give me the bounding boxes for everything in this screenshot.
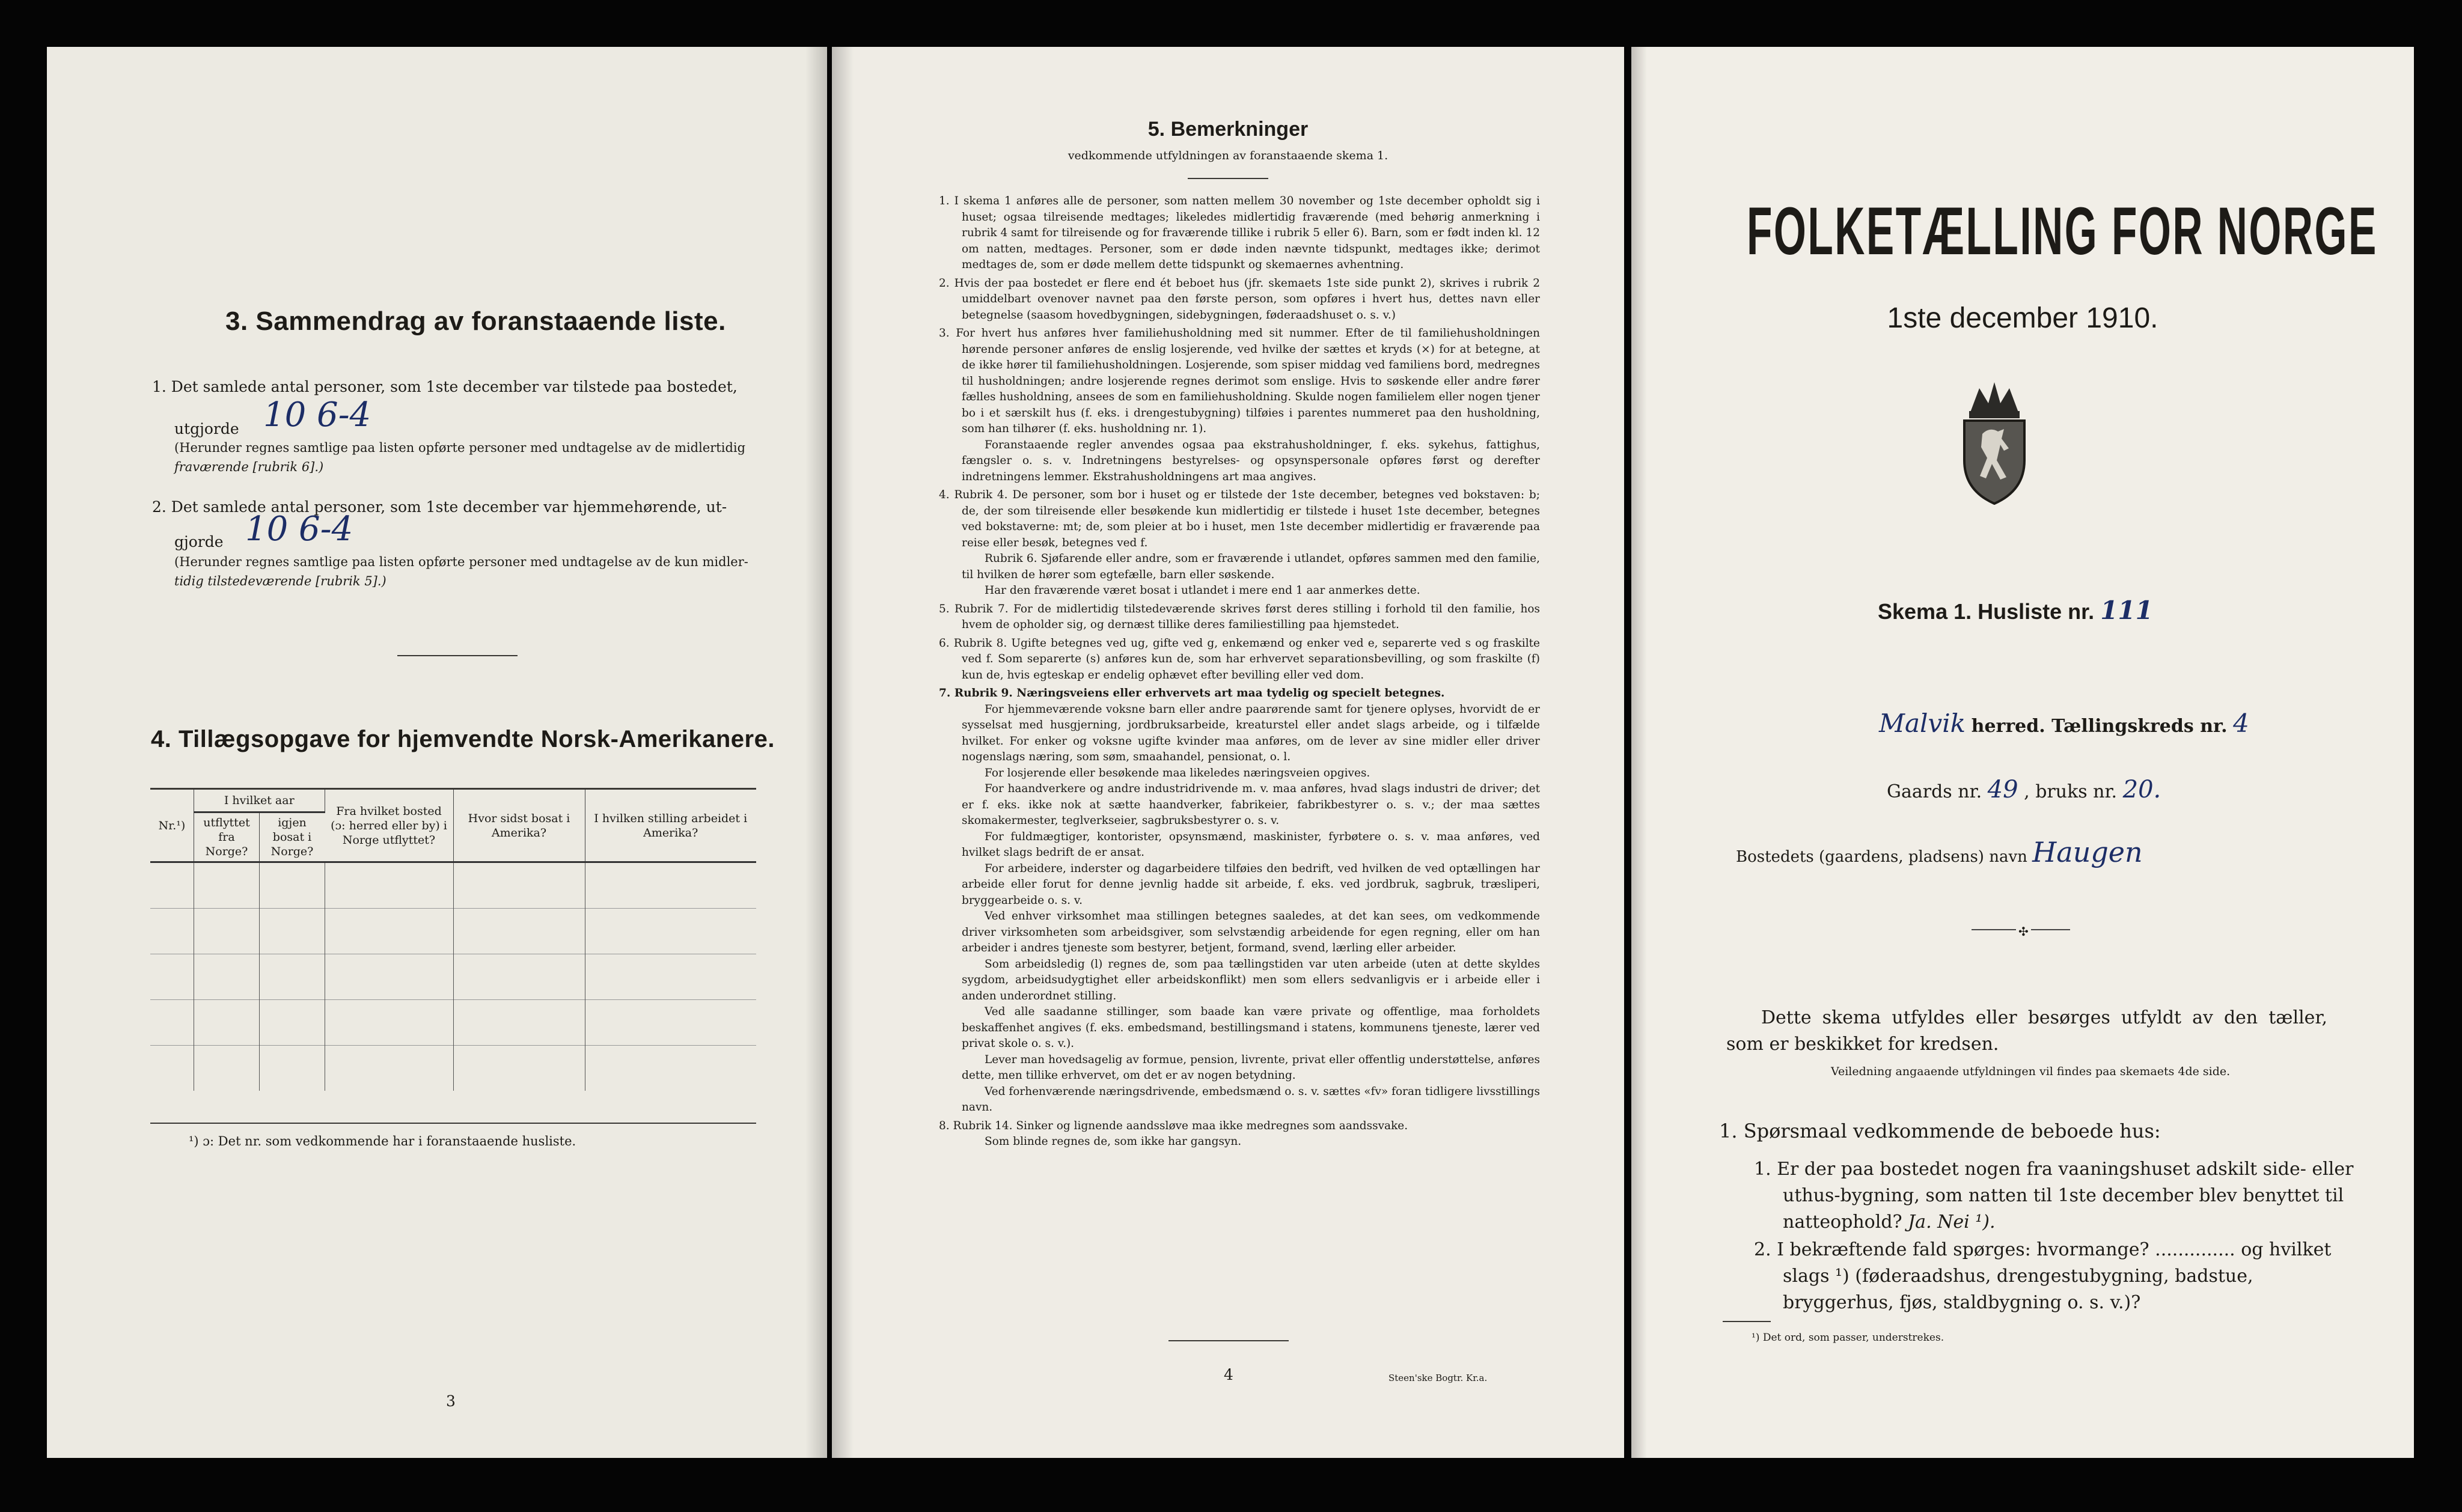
question-2: 2. I bekræftende fald spørges: hvormange? .............. og hvilket slags ¹) (føderaadshus, drengestubygning, badstue, bryggerhus, fjøs, staldbygning o. s. v.)?	[1754, 1239, 2332, 1313]
census-date: 1ste december 1910.	[1887, 302, 2158, 334]
col-stilling-header: I hvilken stilling arbeidet i Amerika?	[594, 811, 748, 840]
ornament-divider: ✣	[1972, 921, 2070, 939]
item2-note-line2: tidig tilstedeværende [rubrik 5].)	[174, 574, 386, 588]
remark-paragraph: 1. I skema 1 anføres alle de personer, som natten mellem 30 november og 1ste december opholdt sig i huset; ogsaa tilreisende medtages; likeledes midlertidig fraværende (med behørig anmerkning i rubrik 4 samt for tilreisende og for fraværende tillike i rubrik 5 eller 6). Barn, som er født inden kl. 12 om natten, medtages. Personer, som er døde inden nævnte tidspunkt, medtages ikke; derimot medtages de, som er døde mellem dette tidspunkt og skemaernes avhentning.	[939, 195, 1540, 271]
bosted-name: Haugen	[2032, 836, 2143, 868]
item1-text: 1. Det samlede antal personer, som 1ste december var tilstede paa bostedet,	[152, 378, 738, 395]
remark-paragraph: Som blinde regnes de, som ikke har gangsyn.	[985, 1135, 1242, 1148]
question-1-text: 1. Er der paa bostedet nogen fra vaaningshuset adskilt side- eller uthus-bygning, som natten til 1ste december blev benyttet til natteophold?	[1754, 1159, 2354, 1233]
col-group-header: I hvilket aar	[194, 790, 325, 812]
remark-paragraph: 7. Rubrik 9. Næringsveiens eller erhvervets art maa tydelig og specielt betegnes.	[939, 687, 1445, 700]
page-footnote: ¹) Det ord, som passer, understrekes.	[1752, 1332, 1944, 1344]
question-1	[1754, 1156, 2360, 1236]
remark-paragraph: Rubrik 6. Sjøfarende eller andre, som er fraværende i utlandet, opføres sammen med den familie, til hvilken de hører som egtefælle, barn eller søskende.	[962, 552, 1540, 581]
husliste-number: 111	[2100, 596, 2153, 625]
col-fra-header: Fra hvilket bosted (ɔ: herred eller by) i Norge utflyttet?	[325, 790, 453, 862]
bruks-number: 20.	[2122, 776, 2161, 803]
norsk-amerikanere-table	[150, 790, 756, 1091]
gaards-label: Gaards nr.	[1887, 781, 1982, 802]
remark-paragraph: 8. Rubrik 14. Sinker og lignende aandssløve maa ikke medregnes som aandssvake.	[939, 1119, 1408, 1132]
norway-coat-of-arms-icon	[1946, 376, 2042, 508]
remarks-title: 5. Bemerkninger	[1147, 118, 1309, 141]
item2-note-line1: (Herunder regnes samtlige paa listen opførte personer med undtagelse av de kun midler-	[174, 555, 748, 569]
herred-handwritten: Malvik	[1879, 709, 1966, 738]
remark-paragraph: For haandverkere og andre industridrivende m. v. maa anføres, hvad slags industri de driver; det er f. eks. ikke nok at sætte haandverker, fabrikeier, fabrikbestyrer o. s. v.; der maa sættes skomakermester, teglverkseier, sagbruksbestyrer o. s. v.	[962, 782, 1540, 827]
item2-handwritten-value: 10 6-4	[245, 510, 353, 549]
divider	[397, 655, 518, 656]
remarks-subtitle: vedkommende utfyldningen av foranstaaende skema 1.	[1068, 149, 1388, 162]
item1-prefix: utgjorde	[174, 420, 239, 437]
table-row	[150, 1000, 756, 1046]
remark-paragraph: For losjerende eller besøkende maa likeledes næringsveien opgives.	[985, 766, 1370, 779]
remark-paragraph: For hjemmeværende voksne barn eller andre paarørende samt for tjenere oplyses, hvorvidt de er sysselsat med husgjerning, jordbruksarbeide, kreaturstel eller andet slags arbeide, og i tilfælde hvilket. For enker og voksne ugifte kvinder maa anføres, om de lever av sine midler eller driver nogenslags næring, som søm, smaahandel, pensionat, o. l.	[962, 703, 1540, 763]
table-bottom-rule	[150, 1123, 756, 1124]
remark-paragraph: Ved alle saadanne stillinger, som baade kan være private og offentlige, maa forholdets beskaffenhet angives (f. eks. embedsmand, bestillingsmand i statens, kommunens tjeneste, lærer ved privat skole o. s. v.).	[962, 1005, 1540, 1050]
remark-paragraph: 3. For hvert hus anføres hver familiehusholdning med sit nummer. Efter de til familiehusholdningen hørende personer anføres de enslig losjerende, ved hvilke der sættes et kryds (×) for at betegne, at de ikke hører til familiehusholdningen. Losjerende, som spiser middag ved familiens bord, medregnes til husholdningen; andre losjerende regnes derimot som enslige. Hvis to søskende eller andre fører fælles husholdning, ansees de som en familiehusholdning. Skulde nogen familielem eller nogen tjener bo i et særskilt hus (f. eks. i drengestubygning) tilføies i parentes nummeret paa den husholdning, som han tilhører (f. eks. husholdning nr. 1).	[939, 327, 1540, 435]
remark-paragraph: 5. Rubrik 7. For de midlertidig tilstedeværende skrives først deres stilling i forhold til den familie, hos hvem de opholder sig, og dernæst tillike deres familiestilling paa hjemstedet.	[939, 602, 1540, 631]
table-row	[150, 954, 756, 1000]
table-row	[150, 862, 756, 909]
table-row	[150, 1046, 756, 1091]
kreds-number: 4	[2233, 709, 2249, 738]
divider	[1168, 1340, 1289, 1341]
table-footnote: ¹) ɔ: Det nr. som vedkommende har i foranstaaende husliste.	[189, 1134, 576, 1148]
herred-label: herred. Tællingskreds nr.	[1971, 716, 2228, 737]
page-number: 4	[1224, 1366, 1233, 1383]
table-row	[150, 909, 756, 954]
bruks-label: , bruks nr.	[2024, 781, 2118, 802]
remark-paragraph: Som arbeidsledig (l) regnes de, som paa tællingstiden var uten arbeide (uten at dette skyldes sygdom, arbeidsudygtighet eller arbeidskonflikt) men som ellers sedvanligvis er i arbeide eller i anden underordnet stilling.	[962, 957, 1540, 1002]
question-title: 1. Spørsmaal vedkommende de beboede hus:	[1719, 1120, 2161, 1142]
remark-paragraph: Lever man hovedsagelig av formue, pension, livrente, privat eller offentlig understøttelse, anføres dette, men tillike erhvervet, om det er av nogen betydning.	[962, 1053, 1540, 1082]
footnote-rule	[1723, 1321, 1771, 1322]
page-gutter-shadow	[1631, 47, 1647, 1458]
right-page	[1631, 47, 2414, 1458]
intro-guidance: Veiledning angaaende utfyldningen vil findes paa skemaets 4de side.	[1831, 1065, 2231, 1078]
remark-paragraph: Har den fraværende været bosat i utlandet i mere end 1 aar anmerkes dette.	[985, 584, 1420, 597]
left-page	[47, 47, 827, 1458]
remark-paragraph: Ved forhenværende næringsdrivende, embedsmænd o. s. v. sættes «fv» foran tidligere livsstillings navn.	[962, 1085, 1540, 1114]
main-title: FOLKETÆLLING FOR NORGE	[1747, 194, 2378, 269]
remark-paragraph: 6. Rubrik 8. Ugifte betegnes ved ug, gifte ved g, enkemænd og enker ved e, separerte ved s og fraskilte ved f. Som separerte (s) anføres kun de, som har erhvervet separationsbevilling, og som fraskilte (f) kun de, hvis egteskap er endelig ophævet efter bevilling eller ved dom.	[939, 636, 1540, 681]
item1-note-line1: (Herunder regnes samtlige paa listen opførte personer med undtagelse av de midlertidig	[174, 440, 746, 455]
skema-label: Skema 1. Husliste nr.	[1878, 599, 2095, 624]
bosted-label: Bostedets (gaardens, pladsens) navn	[1736, 848, 2027, 866]
page-number: 3	[446, 1392, 456, 1410]
remark-paragraph: For arbeidere, inderster og dagarbeidere tilføies den bedrift, ved hvilken de ved optællingen har arbeide eller forut for denne jevnlig hadde sit arbeide, f. eks. ved jordbruk, sagbruk, træsliperi, bryggearbeide o. s. v.	[962, 862, 1540, 907]
item2-text: 2. Det samlede antal personer, som 1ste december var hjemmehørende, ut-	[152, 498, 727, 516]
page-gutter-shadow	[805, 47, 827, 1458]
col-hvor-header: Hvor sidst bosat i Amerika?	[453, 790, 585, 862]
middle-page	[832, 47, 1624, 1458]
remark-paragraph: 2. Hvis der paa bostedet er flere end ét beboet hus (jfr. skemaets 1ste side punkt 2), skrives i rubrik 2 umiddelbart ovenover navnet paa den første person, som opføres i hvert hus, dettes navn eller betegnelse (saasom hovedbygningen, sidebygningen, føderaadshuset o. s. v.)	[939, 276, 1540, 322]
remark-paragraph: 4. Rubrik 4. De personer, som bor i huset og er tilstede der 1ste december, betegnes ved bokstaven: b; de, der som tilreisende eller besøkende kun midlertidig er tilstede i huset 1ste december, betegnes ved bokstaverne: mt; de, som pleier at bo i huset, men 1ste december midlertidig er fraværende paa reise eller besøk, betegnes ved f.	[939, 489, 1540, 549]
item2-prefix: gjorde	[174, 533, 224, 550]
col-nr-header: Nr.¹)	[150, 790, 194, 862]
printer-credit: Steen'ske Bogtr. Kr.a.	[1388, 1373, 1488, 1383]
question-1-answer: Ja. Nei ¹).	[1908, 1212, 1996, 1233]
gaards-number: 49	[1987, 776, 2018, 803]
remark-paragraph: Ved enhver virksomhet maa stillingen betegnes saaledes, at det kan sees, om vedkommende driver virksomheten som arbeidsgiver, som selvstændig arbeidende for egen regning, eller om han arbeider i andres tjeneste som bestyrer, betjent, formand, svend, lærling eller arbeider.	[962, 910, 1540, 954]
section4-title: 4. Tillægsopgave for hjemvendte Norsk-Amerikanere.	[151, 726, 775, 752]
remark-paragraph: Foranstaaende regler anvendes ogsaa paa ekstrahusholdninger, f. eks. sykehus, fattighus, fængsler o. s. v. Indretningens bestyrelses- og opsynspersonale opføres først og derefter indretningens lemmer. Ekstrahusholdningens art maa angives.	[962, 438, 1540, 483]
remark-paragraph: For fuldmægtiger, kontorister, opsynsmænd, maskinister, fyrbøtere o. s. v. maa anføres, ved hvilket slags bedrift de er ansat.	[962, 830, 1540, 859]
section3-title: 3. Sammendrag av foranstaaende liste.	[225, 306, 726, 336]
divider	[1188, 178, 1268, 179]
intro-text: Dette skema utfyldes eller besørges utfyldt av den tæller, som er beskikket for kredsen.	[1726, 1007, 2327, 1055]
item1-note-line2: fraværende [rubrik 6].)	[174, 460, 324, 474]
col-utflyttet-header: utflyttet fra Norge?	[194, 812, 260, 862]
remarks-body	[939, 194, 1540, 1150]
page-gutter-shadow	[832, 47, 854, 1458]
col-igjen-header: igjen bosat i Norge?	[270, 816, 314, 858]
item1-handwritten-value: 10 6-4	[263, 395, 371, 434]
